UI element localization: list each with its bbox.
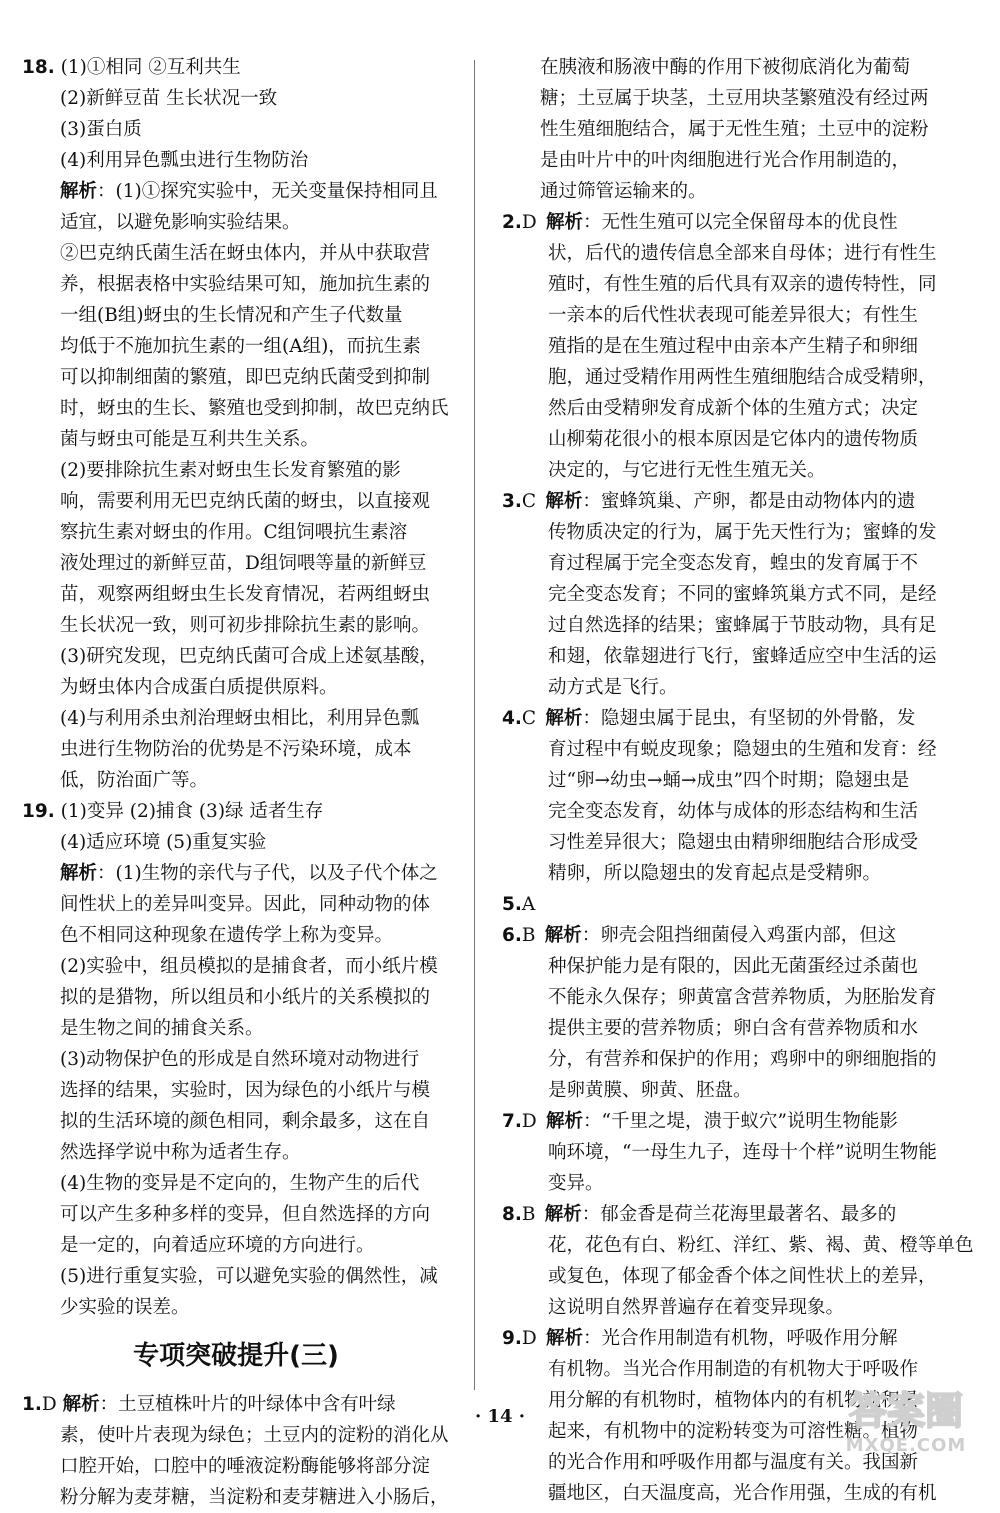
analysis-label: 解析 xyxy=(546,1328,584,1349)
analysis-line: ②巴克纳氏菌生活在蚜虫体内，并从中获取营 xyxy=(60,243,431,264)
q1-continued-line: 在胰液和肠液中酶的作用下被彻底消化为葡萄 xyxy=(540,57,911,78)
analysis-line: (3)动物保护色的形成是自然环境对动物进行 xyxy=(60,1049,420,1070)
analysis-line: 状，后代的遗传信息全部来自母体；进行有性生 xyxy=(548,243,937,264)
analysis-line: 选择的结果，实验时，因为绿色的小纸片与模 xyxy=(60,1080,431,1101)
question-number: 8. xyxy=(502,1204,522,1225)
analysis-line: 察抗生素对蚜虫的作用。C组饲喂抗生素溶 xyxy=(60,522,408,543)
analysis-line: 不能永久保存；卵黄富含营养物质，为胚胎发育 xyxy=(548,987,937,1008)
analysis-text: ：隐翅虫属于昆虫，有坚韧的外骨骼，发 xyxy=(582,708,916,729)
analysis-line: 是生物之间的捕食关系。 xyxy=(60,1018,264,1039)
watermark-logo-text: 答案圈 xyxy=(848,1389,964,1433)
question-number: 5. xyxy=(502,894,522,915)
question-item-first-line xyxy=(502,889,942,920)
analysis-line: 虫进行生物防治的优势是不污染环境，成本 xyxy=(60,739,412,760)
question-item-first-line xyxy=(502,1323,942,1354)
question-answer: B xyxy=(521,925,536,946)
analysis-line: 可以产生多种多样的变异，但自然选择的方向 xyxy=(60,1204,431,1225)
analysis-line: (2)要排除抗生素对蚜虫生长发育繁殖的影 xyxy=(60,460,401,481)
analysis-line: 口腔开始，口腔中的唾液淀粉酶能够将部分淀 xyxy=(60,1456,431,1477)
analysis-line: 过自然选择的结果；蜜蜂属于节肢动物，具有足 xyxy=(548,615,937,636)
q18-answer-4: (4)利用异色瓢虫进行生物防治 xyxy=(60,150,309,171)
analysis-text: ：(1)生物的亲代与子代，以及子代个体之 xyxy=(97,863,438,884)
analysis-line: 完全变态发育，幼体与成体的形态结构和生活 xyxy=(548,801,919,822)
analysis-line: 和翅，依靠翅进行飞行，蜜蜂适应空中生活的运 xyxy=(548,646,937,667)
q1-answer: D xyxy=(41,1394,57,1415)
analysis-line: 时，蚜虫的生长、繁殖也受到抑制，故巴克纳氏 xyxy=(60,398,449,419)
analysis-text: ：无性生殖可以完全保留母本的优良性 xyxy=(583,212,898,233)
q1-continued-line: 糖；土豆属于块茎，土豆用块茎繁殖没有经过两 xyxy=(540,88,929,109)
analysis-label: 解析 xyxy=(545,708,583,729)
question-answer: D xyxy=(521,1328,537,1349)
analysis-line: 一组(B组)蚜虫的生长情况和产生子代数量 xyxy=(60,305,403,326)
question-item-first-line xyxy=(502,1199,942,1230)
analysis-line: 习性差异很大；隐翅虫由精卵细胞结合形成受 xyxy=(548,832,919,853)
q19-analysis-first xyxy=(22,858,450,889)
watermark-logo xyxy=(820,1384,992,1434)
right-question-list xyxy=(502,207,974,1509)
analysis-line: 分，有营养和保护的作用；鸡卵中的卵细胞指的 xyxy=(548,1049,937,1070)
analysis-line: 用分解的有机物时，植物体内的有机物就积累 xyxy=(548,1390,919,1411)
analysis-line: 殖时，有性生殖的后代具有双亲的遗传特性，同 xyxy=(548,274,937,295)
analysis-line: 的光合作用和呼吸作用都与温度有关。我国新 xyxy=(548,1452,919,1473)
q19-answer-2: (4)适应环境 (5)重复实验 xyxy=(60,832,267,853)
analysis-line: (3)研究发现，巴克纳氏菌可合成上述氨基酸， xyxy=(60,646,438,667)
analysis-line: 然选择学说中称为适者生存。 xyxy=(60,1142,301,1163)
analysis-line: 是卵黄膜、卵黄、胚盘。 xyxy=(548,1080,752,1101)
analysis-label: 解析 xyxy=(62,1394,100,1415)
analysis-text: ：光合作用制造有机物，呼吸作用分解 xyxy=(583,1328,898,1349)
q18-answer-2: (2)新鲜豆苗 生长状况一致 xyxy=(60,88,278,109)
analysis-line: 变异。 xyxy=(548,1173,604,1194)
watermark xyxy=(820,1384,992,1456)
question-answer: A xyxy=(521,894,536,915)
analysis-line: 动方式是飞行。 xyxy=(548,677,678,698)
analysis-text: ：卵壳会阻挡细菌侵入鸡蛋内部，但这 xyxy=(581,925,897,946)
analysis-line: 粉分解为麦芽糖，当淀粉和麦芽糖进入小肠后， xyxy=(60,1487,449,1508)
analysis-line: 菌与蚜虫可能是互利共生关系。 xyxy=(60,429,320,450)
q18-answer-1 xyxy=(22,52,450,83)
analysis-line: 可以抑制细菌的繁殖，即巴克纳氏菌受到抑制 xyxy=(60,367,431,388)
question-number: 9. xyxy=(502,1328,522,1349)
analysis-line: (2)实验中，组员模拟的是捕食者，而小纸片模 xyxy=(60,956,438,977)
analysis-line: 苗，观察两组蚜虫生长发育情况，若两组蚜虫 xyxy=(60,584,431,605)
q1-continued-line: 是由叶片中的叶肉细胞进行光合作用制造的， xyxy=(540,150,911,171)
question-answer: C xyxy=(521,491,537,512)
analysis-line: 育过程属于完全变态发育，蝗虫的发育属于不 xyxy=(548,553,919,574)
analysis-text: ：郁金香是荷兰花海里最著名、最多的 xyxy=(581,1204,897,1225)
question-number: 2. xyxy=(502,212,522,233)
q18-analysis-first xyxy=(22,176,450,207)
analysis-text: ：(1)①探究实验中，无关变量保持相同且 xyxy=(97,181,438,202)
analysis-line: 拟的生活环境的颜色相同，剩余最多，这在自 xyxy=(60,1111,431,1132)
analysis-label: 解析 xyxy=(544,1204,582,1225)
analysis-label: 解析 xyxy=(545,491,583,512)
question-item-first-line xyxy=(502,486,942,517)
analysis-line: 色不相同这种现象在遗传学上称为变异。 xyxy=(60,925,394,946)
analysis-line: 少实验的误差。 xyxy=(60,1297,190,1318)
analysis-label: 解析 xyxy=(60,181,98,202)
analysis-line: 育过程中有蜕皮现象；隐翅虫的生殖和发育：经 xyxy=(548,739,937,760)
column-divider xyxy=(474,60,475,1390)
analysis-text: ：“千里之堤，溃于蚁穴”说明生物能影 xyxy=(583,1111,898,1132)
analysis-line: 提供主要的营养物质；卵白含有营养物质和水 xyxy=(548,1018,919,1039)
analysis-line: 响环境，“一母生九子，连母十个样”说明生物能 xyxy=(548,1142,937,1163)
q1-continued-line: 性生殖细胞结合，属于无性生殖；土豆中的淀粉 xyxy=(540,119,929,140)
question-number: 7. xyxy=(502,1111,522,1132)
question-answer: C xyxy=(521,708,537,729)
question-item-first-line xyxy=(502,920,942,951)
analysis-line: 胞，通过受精作用两性生殖细胞结合成受精卵， xyxy=(548,367,937,388)
q18-answer-3: (3)蛋白质 xyxy=(60,119,142,140)
question-number: 6. xyxy=(502,925,522,946)
analysis-line: 低，防治面广等。 xyxy=(60,770,209,791)
q1-number: 1. xyxy=(22,1394,42,1415)
analysis-line: 决定的，与它进行无性生殖无关。 xyxy=(548,460,826,481)
right-column xyxy=(502,52,974,1509)
analysis-line: (5)进行重复实验，可以避免实验的偶然性，减 xyxy=(60,1266,438,1287)
analysis-line: 一亲本的后代性状表现可能差异很大；有性生 xyxy=(548,305,919,326)
q19-answer-1 xyxy=(22,796,450,827)
analysis-line: 疆地区，白天温度高，光合作用强，生成的有机 xyxy=(548,1483,937,1504)
analysis-line: (4)生物的变异是不定向的，生物产生的后代 xyxy=(60,1173,420,1194)
q18-a1: (1)①相同 ②互利共生 xyxy=(60,57,241,78)
analysis-line: 间性状上的差异叫变异。因此，同种动物的体 xyxy=(60,894,431,915)
analysis-label: 解析 xyxy=(60,863,98,884)
analysis-line: 拟的是猎物，所以组员和小纸片的关系模拟的 xyxy=(60,987,431,1008)
analysis-line: 过“卵→幼虫→蛹→成虫”四个时期；隐翅虫是 xyxy=(548,770,910,791)
section-title: 专项突破提升(三) xyxy=(133,1341,339,1371)
analysis-label: 解析 xyxy=(546,212,584,233)
analysis-line: 起来，有机物中的淀粉转变为可溶性糖。植物 xyxy=(548,1421,919,1442)
analysis-line: 均低于不施加抗生素的一组(A组)，而抗生素 xyxy=(60,336,421,357)
analysis-line: 是一定的，向着适应环境的方向进行。 xyxy=(60,1235,375,1256)
analysis-line: 或复色，体现了郁金香个体之间性状上的差异， xyxy=(548,1266,937,1287)
question-item-first-line xyxy=(502,1106,942,1137)
analysis-line: 精卵，所以隐翅虫的发育起点是受精卵。 xyxy=(548,863,882,884)
question-answer: D xyxy=(521,212,537,233)
analysis-line: 种保护能力是有限的，因此无菌蛋经过杀菌也 xyxy=(548,956,919,977)
analysis-line: 素，使叶片表现为绿色；土豆内的淀粉的消化从 xyxy=(60,1425,449,1446)
question-answer: D xyxy=(521,1111,537,1132)
analysis-line: 花，花色有白、粉红、洋红、紫、褐、黄、橙等单色 xyxy=(548,1235,974,1256)
analysis-text: ：蜜蜂筑巢、产卵，都是由动物体内的遗 xyxy=(582,491,916,512)
question-item-first-line xyxy=(502,703,942,734)
left-column xyxy=(22,52,450,1513)
watermark-url: MXQE.COM xyxy=(845,1435,967,1456)
question-answer: B xyxy=(521,1204,536,1225)
analysis-label: 解析 xyxy=(544,925,582,946)
analysis-line: 传物质决定的行为，属于先天性行为；蜜蜂的发 xyxy=(548,522,937,543)
question-number: 4. xyxy=(502,708,522,729)
q18-number: 18. xyxy=(22,57,55,78)
q1-continued-line: 通过筛管运输来的。 xyxy=(540,181,707,202)
analysis-line: 为蚜虫体内合成蛋白质提供原料。 xyxy=(60,677,338,698)
analysis-line: 有机物。当光合作用制造的有机物大于呼吸作 xyxy=(548,1359,919,1380)
analysis-line: 完全变态发育；不同的蜜蜂筑巢方式不同，是经 xyxy=(548,584,937,605)
page-number: · 14 · xyxy=(474,1406,526,1427)
analysis-text: ：土豆植株叶片的叶绿体中含有叶绿 xyxy=(99,1394,396,1415)
analysis-line: (4)与利用杀虫剂治理蚜虫相比，利用异色瓢 xyxy=(60,708,420,729)
question-number: 3. xyxy=(502,491,522,512)
analysis-line: 养，根据表格中实验结果可知，施加抗生素的 xyxy=(60,274,431,295)
analysis-line: 这说明自然界普遍存在着变异现象。 xyxy=(548,1297,845,1318)
analysis-line: 山柳菊花很小的根本原因是它体内的遗传物质 xyxy=(548,429,919,450)
analysis-line: 液处理过的新鲜豆苗，D组饲喂等量的新鲜豆 xyxy=(60,553,427,574)
analysis-line: 殖指的是在生殖过程中由亲本产生精子和卵细 xyxy=(548,336,919,357)
analysis-line: 响，需要利用无巴克纳氏菌的蚜虫，以直接观 xyxy=(60,491,431,512)
q19-number: 19. xyxy=(22,801,55,822)
analysis-line: 生长状况一致，则可初步排除抗生素的影响。 xyxy=(60,615,431,636)
analysis-line: 然后由受精卵发育成新个体的生殖方式；决定 xyxy=(548,398,919,419)
question-item-first-line xyxy=(502,207,942,238)
analysis-label: 解析 xyxy=(546,1111,584,1132)
q19-a1: (1)变异 (2)捕食 (3)绿 适者生存 xyxy=(60,801,324,822)
analysis-line: 适宜，以避免影响实验结果。 xyxy=(60,212,301,233)
